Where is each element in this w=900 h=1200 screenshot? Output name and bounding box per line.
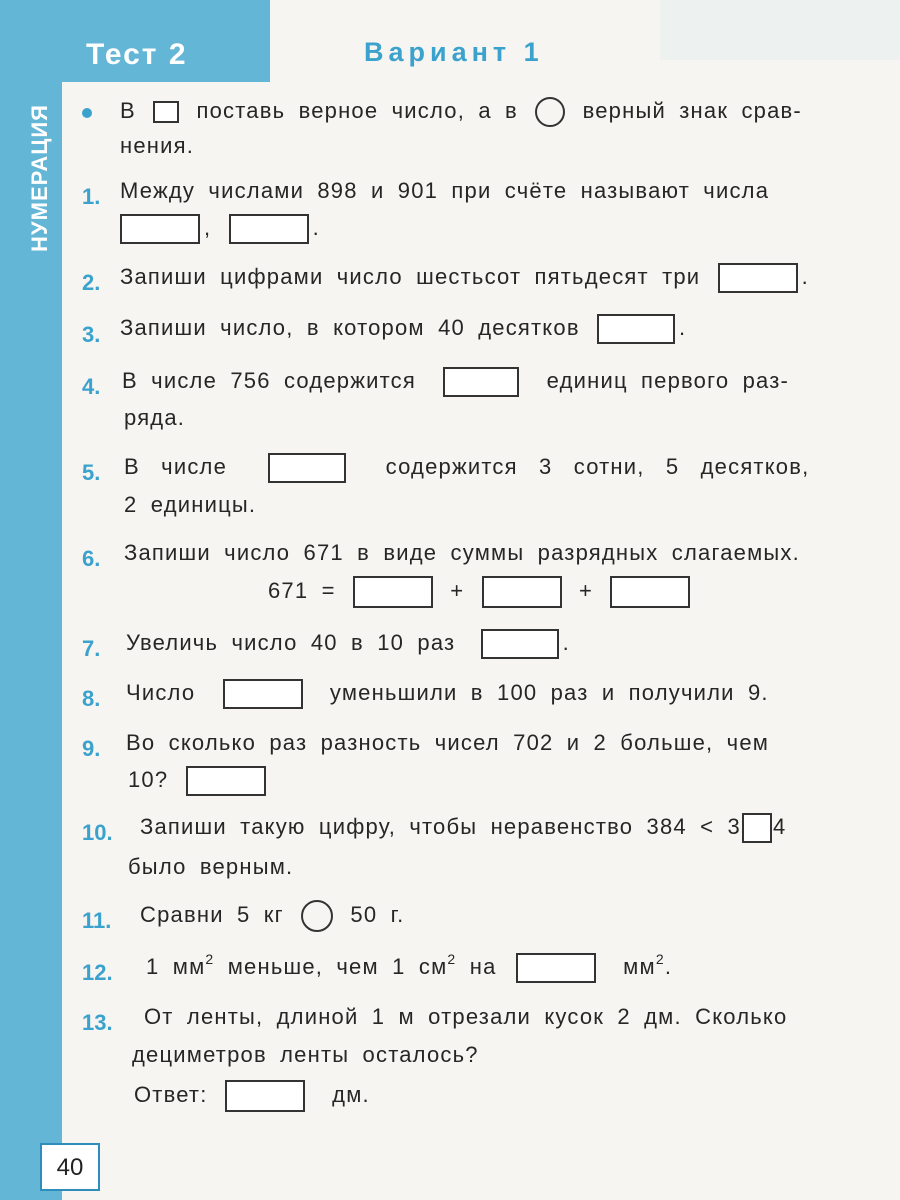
answer-box[interactable] [225, 1080, 305, 1112]
task-text: . [664, 954, 673, 979]
task-number: 8. [82, 686, 101, 711]
task-text: В числе [124, 454, 228, 479]
task-text: ряда. [124, 405, 186, 430]
task-text: Между числами 898 и 901 при счёте называют числа [120, 178, 770, 203]
task-number: 13. [82, 1010, 113, 1035]
task-text: Число [126, 680, 196, 705]
answer-box[interactable] [482, 576, 562, 608]
superscript: 2 [655, 951, 665, 967]
task-number: 3. [82, 322, 101, 347]
task-text: 2 единицы. [124, 492, 257, 517]
task-line [146, 952, 672, 983]
task-number: 1. [82, 184, 101, 209]
answer-box[interactable] [481, 629, 559, 659]
task-text: Запиши число, в котором 40 десятков [120, 315, 580, 340]
task-text: Во сколько раз разность чисел 702 и 2 больше, чем [126, 730, 770, 755]
answer-box[interactable] [718, 263, 798, 293]
task-text: Запиши такую цифру, чтобы неравенство 384 < 3 [140, 814, 741, 839]
task-text: Запиши цифрами число шестьсот пятьдесят три [120, 264, 701, 289]
answer-box[interactable] [610, 576, 690, 608]
task-text: мм [623, 954, 656, 979]
task-text: было верным. [128, 854, 294, 879]
task-text: . [801, 264, 809, 289]
task-text: Сравни 5 кг [140, 902, 284, 927]
answer-line [134, 1080, 370, 1112]
task-number: 6. [82, 546, 101, 571]
instruction-line: нения. [120, 133, 195, 158]
digit-box[interactable] [742, 813, 772, 843]
answer-box[interactable] [229, 214, 309, 244]
task-text: единиц первого раз- [546, 368, 790, 393]
task-number: 2. [82, 270, 101, 295]
instruction-text: поставь верное число, а в [196, 98, 518, 123]
task-text: 4 [772, 814, 787, 839]
task-text: + [450, 578, 465, 603]
instruction-line [120, 96, 802, 127]
task-text: , [204, 215, 212, 240]
task-text: Запиши число 671 в виде суммы разрядных слагаемых. [124, 540, 800, 565]
task-text: 10? [128, 767, 169, 792]
answer-box[interactable] [353, 576, 433, 608]
task-text: От ленты, длиной 1 м отрезали кусок 2 дм. Сколько [144, 1004, 788, 1029]
task-number: 7. [82, 636, 101, 661]
bullet-icon [82, 108, 92, 118]
answer-box[interactable] [223, 679, 303, 709]
task-line [140, 900, 404, 932]
task-text: Увеличь число 40 в 10 раз [126, 630, 456, 655]
compare-circle[interactable] [301, 900, 333, 932]
task-equation [268, 576, 694, 608]
circle-icon [535, 97, 565, 127]
header-shade [660, 0, 900, 60]
task-line [122, 366, 789, 397]
answer-box[interactable] [186, 766, 266, 796]
answer-box[interactable] [443, 367, 519, 397]
page-number-box [40, 1143, 100, 1191]
section-label [20, 92, 60, 264]
instruction-text: В [120, 98, 136, 123]
task-text: 1 мм [146, 954, 206, 979]
task-text: уменьшили в 100 раз и получили 9. [329, 680, 769, 705]
answer-box[interactable] [120, 214, 200, 244]
task-line [124, 452, 809, 483]
task-line [126, 628, 570, 659]
task-number: 9. [82, 736, 101, 761]
task-text: меньше, чем 1 см [227, 954, 448, 979]
task-number: 12. [82, 960, 113, 985]
task-line [120, 262, 809, 293]
task-number: 5. [82, 460, 101, 485]
section-label-text: НУМЕРАЦИЯ [27, 104, 52, 252]
task-text: на [469, 954, 497, 979]
answer-label: Ответ: [134, 1082, 208, 1107]
task-text: содержится 3 сотни, 5 десятков, [385, 454, 810, 479]
task-text: . [679, 315, 687, 340]
answer-box[interactable] [268, 453, 346, 483]
answer-box[interactable] [516, 953, 596, 983]
task-text: дециметров ленты осталось? [132, 1042, 479, 1067]
task-text: . [312, 215, 320, 240]
task-line [126, 678, 769, 709]
task-text: . [562, 630, 570, 655]
task-line [140, 812, 786, 843]
superscript: 2 [447, 951, 457, 967]
task-number: 10. [82, 820, 113, 845]
task-text: В числе 756 содержится [122, 368, 416, 393]
task-text: 671 = [268, 578, 336, 603]
task-answer-line [116, 213, 320, 244]
task-text: + [578, 578, 594, 603]
task-line [120, 313, 686, 344]
task-answer-line [128, 765, 270, 796]
square-box-icon [153, 101, 179, 123]
test-title: Тест 2 [86, 38, 188, 71]
variant-title: Вариант 1 [364, 37, 544, 67]
instruction-text: верный знак срав- [582, 98, 802, 123]
answer-box[interactable] [597, 314, 675, 344]
unit-label: дм. [332, 1082, 370, 1107]
task-number: 11. [82, 908, 112, 933]
task-number: 4. [82, 374, 101, 399]
page-number: 40 [56, 1154, 84, 1181]
superscript: 2 [205, 951, 215, 967]
task-text: 50 г. [350, 902, 405, 927]
